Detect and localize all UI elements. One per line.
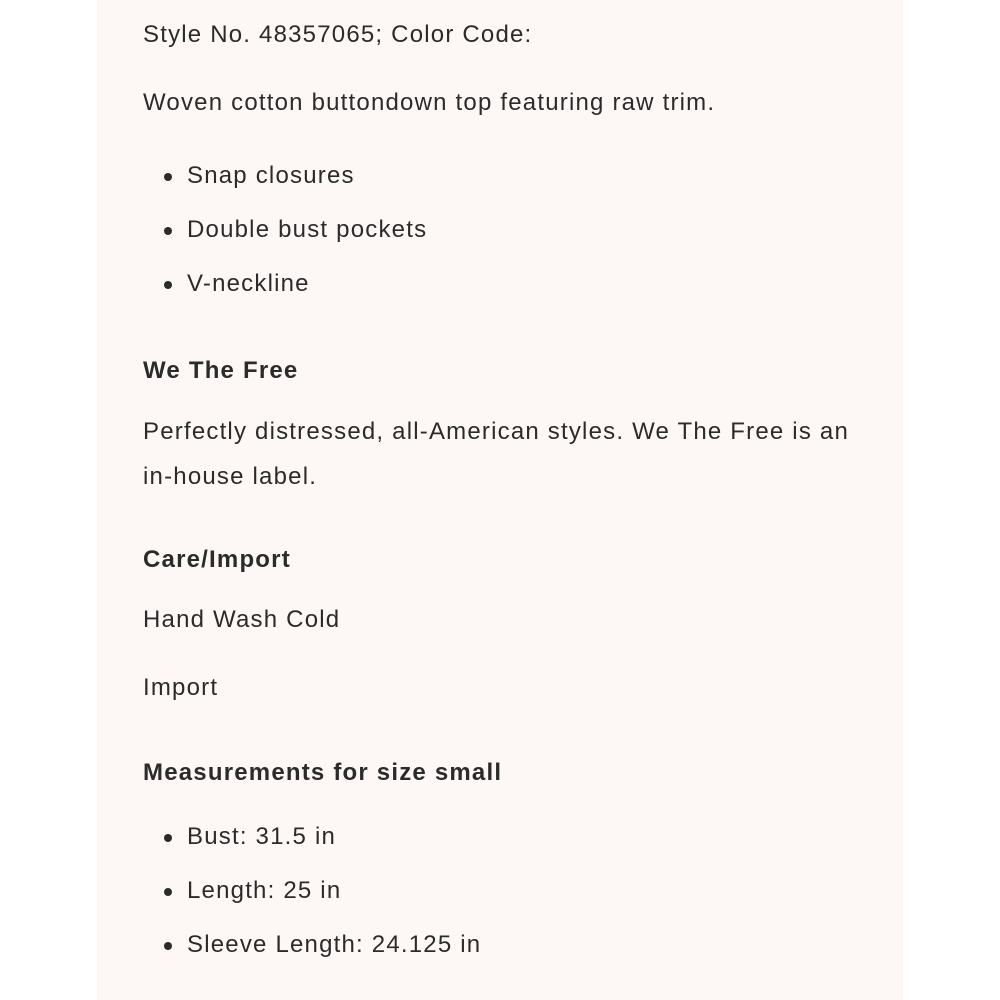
bullet-icon <box>164 834 172 842</box>
feature-label: Snap closures <box>187 162 355 189</box>
measurement-label: Length: 25 in <box>187 877 342 904</box>
care-instruction: Hand Wash Cold <box>143 606 341 633</box>
measurements-list <box>143 823 481 985</box>
measurements-heading: Measurements for size small <box>143 759 503 786</box>
product-description: Woven cotton buttondown top featuring raw trim. <box>143 89 716 116</box>
style-number: Style No. 48357065; Color Code: <box>143 21 533 48</box>
brand-heading: We The Free <box>143 357 299 384</box>
bullet-icon <box>164 888 172 896</box>
bullet-icon <box>164 281 172 289</box>
list-item <box>143 162 427 216</box>
feature-list <box>143 162 427 324</box>
list-item <box>143 877 481 931</box>
import-label: Import <box>143 674 219 701</box>
list-item <box>143 270 427 324</box>
feature-label: V-neckline <box>187 270 310 297</box>
bullet-icon <box>164 942 172 950</box>
feature-label: Double bust pockets <box>187 216 428 243</box>
bullet-icon <box>164 227 172 235</box>
bullet-icon <box>164 173 172 181</box>
list-item <box>143 931 481 985</box>
measurement-label: Sleeve Length: 24.125 in <box>187 931 482 958</box>
brand-description: Perfectly distressed, all-American styles. We The Free is an in-house label. <box>143 418 850 490</box>
care-heading: Care/Import <box>143 546 291 573</box>
list-item <box>143 823 481 877</box>
list-item <box>143 216 427 270</box>
product-details-panel <box>97 0 903 1000</box>
measurement-label: Bust: 31.5 in <box>187 823 337 850</box>
